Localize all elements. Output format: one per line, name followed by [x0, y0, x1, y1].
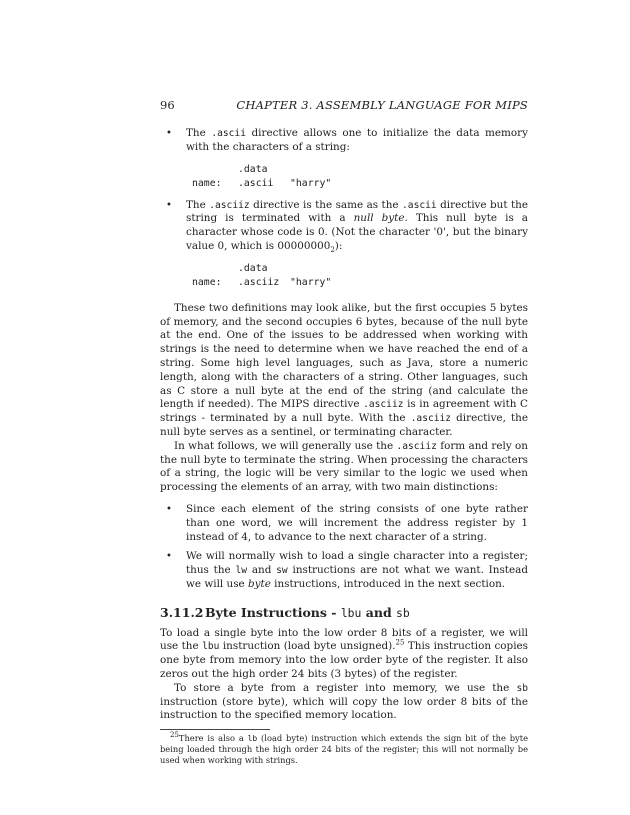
code-label: name:	[192, 276, 222, 288]
text-span: To store a byte from a register into memory, we use the	[174, 681, 517, 694]
bullet-text: Since each element of the string consists of one byte rather than one word, we will increment the address register by 1 instead of 4, to advance to the next character of a string.	[186, 502, 528, 543]
bullet-text	[180, 550, 528, 591]
code-inline: .ascii	[402, 199, 437, 211]
code-directive: .data	[238, 163, 268, 175]
running-head: CHAPTER 3. ASSEMBLY LANGUAGE FOR MIPS	[236, 98, 528, 112]
code-row	[192, 177, 528, 191]
bullet-dot: •	[166, 503, 172, 515]
bullet-ascii	[160, 127, 528, 155]
text-span: This instruction copies one byte from memory into the low order byte of the register. It also zeros out the high order 24 bits (3 bytes) of the register.	[160, 640, 529, 680]
text-span: The	[186, 198, 210, 211]
code-block-asciiz	[192, 262, 528, 290]
paragraph	[160, 682, 528, 723]
emphasis: byte	[248, 577, 271, 590]
section-number: 3.11.2	[160, 604, 204, 620]
bullet-byte-instructions	[160, 550, 528, 591]
footnote-ref: 25	[395, 638, 405, 647]
text-span: . This null byte is a character whose code is 0. (Not the character '0', but the binary value 0, which is 00000000	[186, 212, 529, 252]
text-span: These two definitions may look alike, but the first occupies 5 bytes of memory, and the second occupies 6 bytes, because of the null byte at the end. One of the issues to be addressed when working with strings is the need to determine when we have reached the end of a string. Some high level languages, such as Java, store a numeric length, along with the characters of a string. Other languages, such as C store a null byte at the end of the string (and calculate the length if needed). The MIPS directive	[160, 301, 528, 411]
subscript: 2	[330, 246, 335, 255]
text-span: To load a single byte into the low order 8 bits of a register, we will use the	[160, 626, 528, 653]
text-span: and	[247, 564, 277, 577]
bullet-dot: •	[166, 199, 172, 211]
code-inline: lw	[235, 565, 248, 577]
paragraph	[160, 302, 528, 440]
section-title	[205, 606, 410, 621]
page-number: 96	[160, 98, 175, 112]
footnote	[160, 733, 528, 766]
emphasis: null byte	[353, 212, 405, 225]
page-body	[160, 127, 528, 766]
paragraph	[160, 627, 528, 682]
section-heading	[160, 606, 528, 621]
text-span: and	[361, 604, 397, 620]
text-span: (load byte) instruction which extends the sign bit of the byte being loaded through the high order 24 bits of the register; this will not normally be used when working with strings.	[160, 733, 528, 766]
code-inline: lb	[247, 734, 258, 744]
text-span: There is also a	[178, 733, 248, 744]
code-inline: .ascii	[211, 128, 246, 139]
code-value: "harry"	[290, 276, 332, 288]
code-inline: lbu	[202, 641, 220, 653]
bullet-text	[180, 127, 528, 155]
text-span: instructions, introduced in the next section.	[270, 577, 506, 590]
bullet-dot: •	[166, 128, 172, 139]
text-span: directive is the same as the	[249, 198, 403, 211]
text-span: Byte Instructions -	[205, 604, 341, 620]
code-row	[192, 276, 528, 290]
text-span: The	[186, 127, 212, 139]
bullet-text	[180, 199, 528, 254]
bullet-increment	[160, 503, 528, 544]
text-span: directive but the string is terminated with a	[186, 198, 529, 225]
bullet-dot: •	[166, 551, 172, 563]
code-label	[192, 163, 238, 177]
bullet-asciiz	[160, 199, 528, 254]
text-span: directive allows one to initialize the data memory with the characters of a string:	[186, 127, 529, 153]
code-inline: .asciiz	[209, 199, 250, 211]
text-span: We will normally wish to load a single character into a register; thus the	[186, 550, 528, 577]
code-inline: .asciiz	[396, 440, 437, 452]
code-inline: sb	[516, 682, 528, 694]
code-value: "harry"	[290, 177, 332, 189]
footnote-mark: 25	[170, 731, 179, 740]
code-inline: sw	[276, 565, 288, 577]
text-span: instruction (store byte), which will copy the low order 8 bits of the instruction to the specified memory location.	[160, 695, 528, 722]
text-span: ):	[334, 239, 343, 252]
text-span: instruction (load byte unsigned).	[219, 640, 396, 653]
code-directive: .data	[238, 262, 268, 274]
code-block-ascii	[192, 163, 528, 191]
paragraph	[160, 440, 528, 495]
page-header	[160, 98, 528, 114]
code-inline: sb	[396, 605, 410, 620]
code-label: name:	[192, 177, 222, 189]
code-directive: .ascii	[238, 177, 274, 189]
text-span: instructions are not what we want. Instead we will use	[186, 564, 528, 590]
text-span: directive, the null byte serves as a sentinel, or terminating character.	[160, 412, 528, 438]
code-label	[192, 262, 238, 276]
code-row	[192, 163, 528, 177]
code-inline: lbu	[340, 605, 362, 620]
code-row	[192, 262, 528, 276]
code-inline: .asciiz	[410, 413, 452, 425]
text-span: form and rely on the null byte to terminate the string. When processing the characters of a string, the logic will be very similar to the logic we used when processing the elements of an array, with two main distinctions:	[160, 439, 528, 494]
code-inline: .asciiz	[363, 399, 404, 411]
code-directive: .asciiz	[238, 276, 280, 288]
text-span: In what follows, we will generally use the	[174, 439, 397, 452]
text-span: is in agreement with C strings - terminated by a null byte. With the	[160, 398, 529, 425]
footnote-rule	[160, 729, 270, 730]
